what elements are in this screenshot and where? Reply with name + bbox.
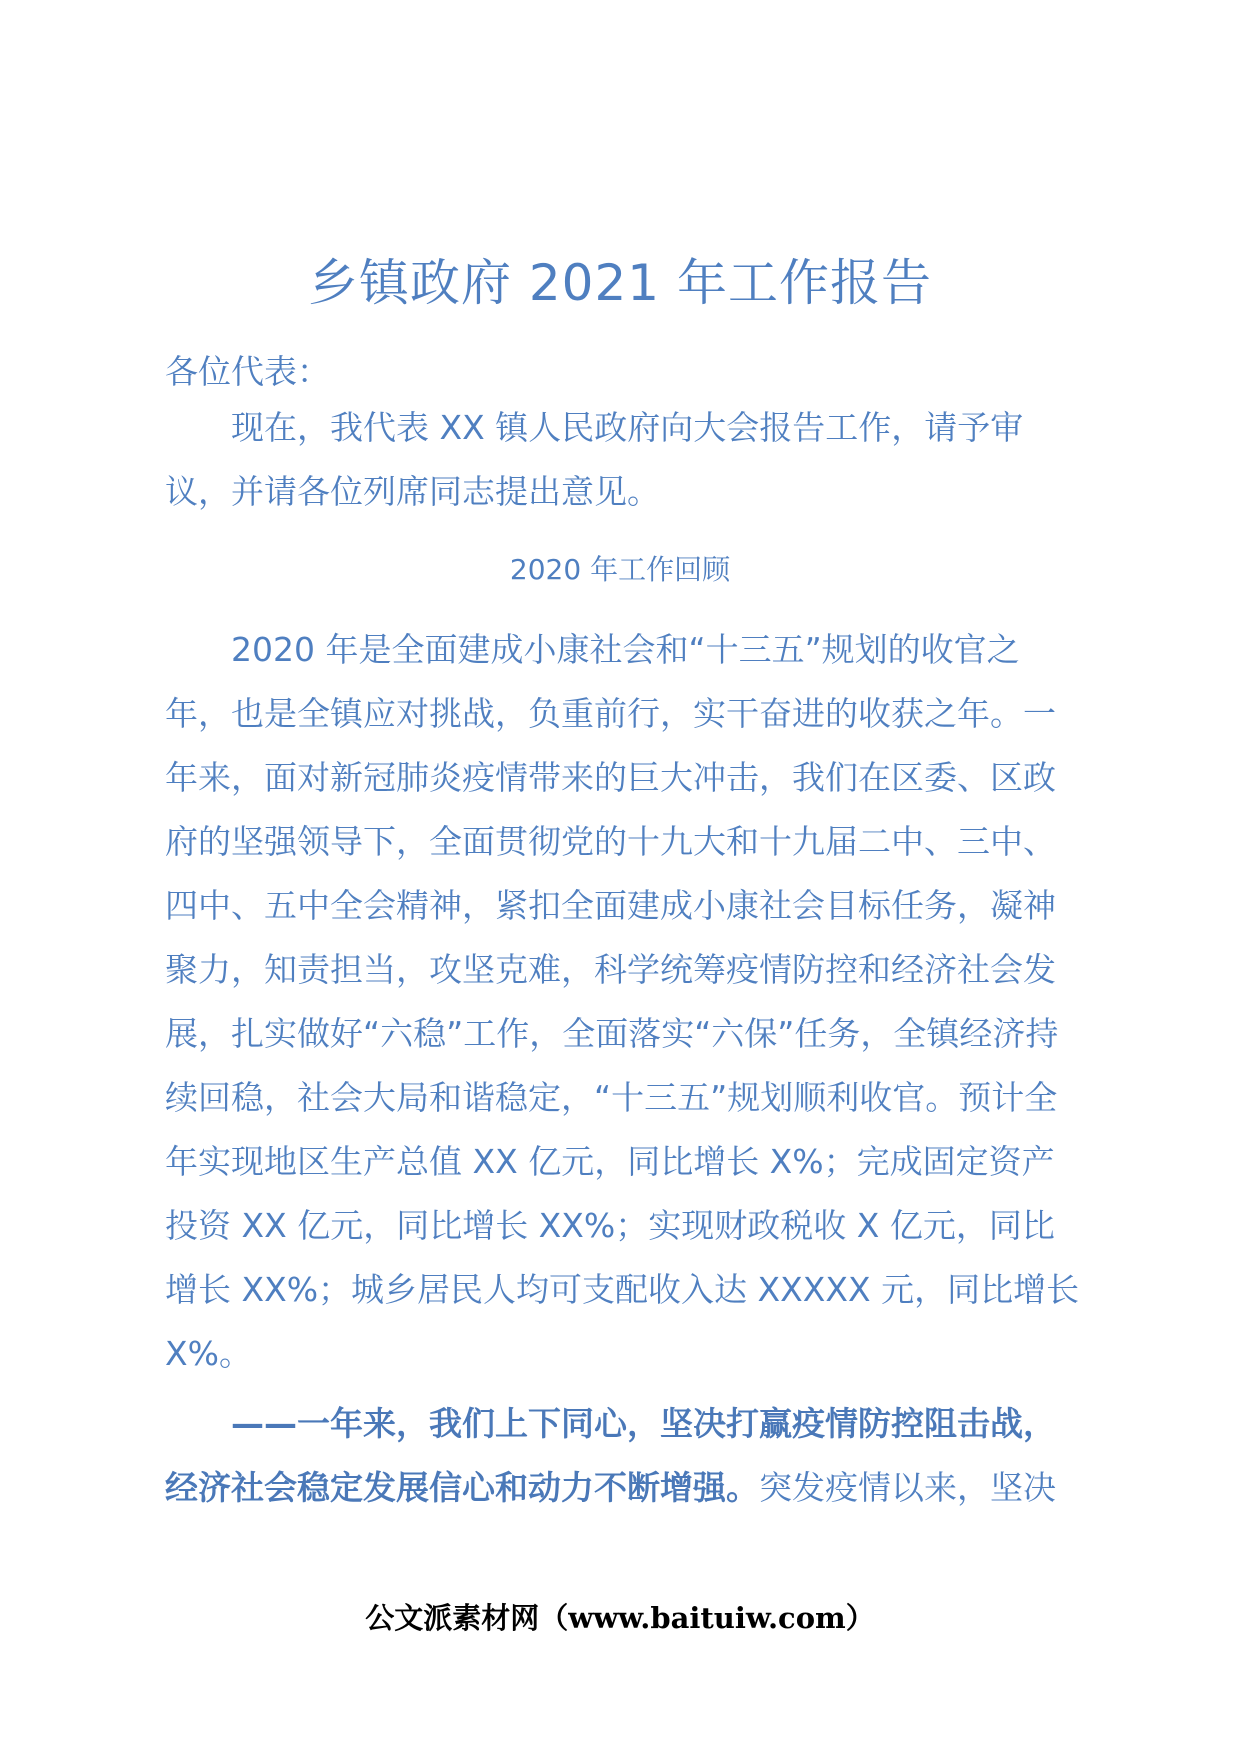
footer-watermark: 公文派素材网（www.baituiw.com） xyxy=(365,1601,875,1635)
highlight-continuation: 突发疫情以来，坚决 xyxy=(759,1468,1056,1507)
document-title: 乡镇政府 2021 年工作报告 xyxy=(307,254,933,312)
highlight-bold-lead: ——一年来，我们上下同心，坚决打赢疫情防控阻击战，经济社会稳定发展信心和动力不断增强。 xyxy=(165,1404,1056,1507)
section-heading: 2020 年工作回顾 xyxy=(509,553,731,586)
review-paragraph: 2020 年是全面建成小康社会和“十三五”规划的收官之年，也是全镇应对挑战，负重前行，实干奋进的收获之年。一年来，面对新冠肺炎疫情带来的巨大冲击，我们在区委、区政府的坚强领导下，全面贯彻党的十九大和十九届二中、三中、四中、五中全会精神，紧扣全面建成小康社会目标任务，凝神聚力，知责担当，攻坚克难，科学统筹疫情防控和经济社会发展，扎实做好“六稳”工作，全面落实“六保”任务，全镇经济持续回稳，社会大局和谐稳定，“十三五”规划顺利收官。预计全年实现地区生产总值 XX 亿元，同比增长 X%；完成固定资产投资 XX 亿元，同比增长 XX%；实现财政税收 X 亿元，同比增长 XX%；城乡居民人均可支配收入达 XXXXX 元，同比增长 X%。 xyxy=(165,630,1080,1373)
salutation: 各位代表： xyxy=(165,352,330,391)
intro-paragraph: 现在，我代表 XX 镇人民政府向大会报告工作，请予审议，并请各位列席同志提出意见。 xyxy=(165,408,1024,511)
highlight-paragraph xyxy=(165,1392,1085,1520)
